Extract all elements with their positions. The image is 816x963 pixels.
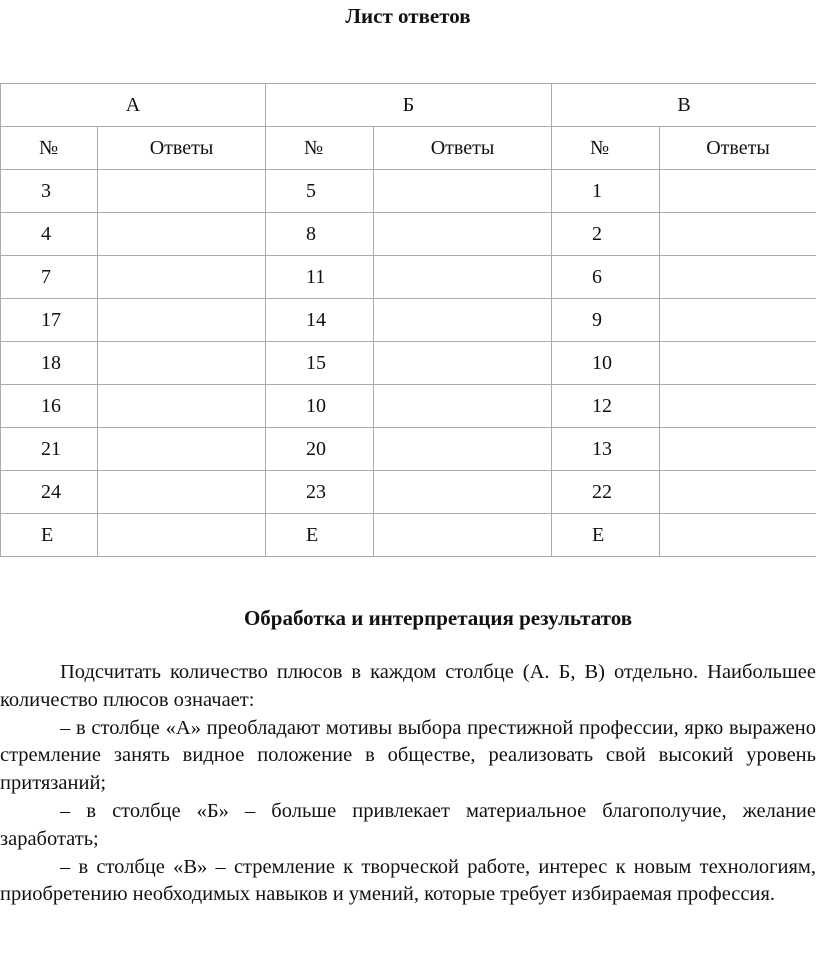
table-row — [1, 385, 816, 428]
question-number: 4 — [1, 213, 98, 256]
question-number: Е — [1, 514, 98, 557]
question-number: 12 — [552, 385, 660, 428]
question-number: 10 — [266, 385, 374, 428]
question-number: 15 — [266, 342, 374, 385]
answers-header: Ответы — [374, 127, 552, 170]
answer-cell[interactable] — [660, 385, 816, 428]
answer-cell[interactable] — [374, 342, 552, 385]
table-row — [1, 299, 816, 342]
answer-cell[interactable] — [98, 471, 266, 514]
answer-cell[interactable] — [98, 428, 266, 471]
answer-cell[interactable] — [660, 428, 816, 471]
answer-cell[interactable] — [660, 514, 816, 557]
table-row — [1, 256, 816, 299]
answer-cell[interactable] — [98, 213, 266, 256]
question-number: 11 — [266, 256, 374, 299]
answer-cell[interactable] — [374, 299, 552, 342]
question-number: 6 — [552, 256, 660, 299]
page-title: Лист ответов — [345, 4, 471, 28]
paragraph: Подсчитать количество плюсов в каждом столбце (А. Б, В) отдельно. Наибольшее количество плюсов означает: — [0, 661, 816, 711]
question-number: 20 — [266, 428, 374, 471]
answer-cell[interactable] — [374, 428, 552, 471]
question-number: 8 — [266, 213, 374, 256]
answer-cell[interactable] — [660, 342, 816, 385]
group-header-b: Б — [266, 84, 552, 127]
group-header-v: В — [552, 84, 816, 127]
question-number: 5 — [266, 170, 374, 213]
answer-cell[interactable] — [660, 170, 816, 213]
question-number: 3 — [1, 170, 98, 213]
answer-cell[interactable] — [98, 299, 266, 342]
question-number: 2 — [552, 213, 660, 256]
question-number: 9 — [552, 299, 660, 342]
paragraph: – в столбце «Б» – больше привлекает материальное благополучие, желание заработать; — [0, 799, 816, 850]
question-number: 7 — [1, 256, 98, 299]
table-row — [1, 514, 816, 557]
question-number: 14 — [266, 299, 374, 342]
answer-cell[interactable] — [660, 471, 816, 514]
answer-cell[interactable] — [374, 471, 552, 514]
answers-header: Ответы — [660, 127, 816, 170]
question-number: 17 — [1, 299, 98, 342]
paragraph: – в столбце «А» преобладают мотивы выбора престижной профессии, ярко выражено стремление занять видное положение в обществе, реализовать свой высокий уровень притязаний; — [0, 716, 816, 795]
question-number: 18 — [1, 342, 98, 385]
interpretation-text — [0, 659, 816, 909]
table-row — [1, 428, 816, 471]
table-row — [1, 170, 816, 213]
number-header: № — [1, 127, 98, 170]
answer-cell[interactable] — [98, 256, 266, 299]
table-row — [1, 213, 816, 256]
answer-table — [0, 83, 816, 557]
table-row — [1, 342, 816, 385]
answer-cell[interactable] — [98, 170, 266, 213]
answer-cell[interactable] — [374, 256, 552, 299]
question-number: 1 — [552, 170, 660, 213]
answer-cell[interactable] — [98, 342, 266, 385]
answer-cell[interactable] — [374, 170, 552, 213]
number-header: № — [552, 127, 660, 170]
number-header: № — [266, 127, 374, 170]
question-number: 23 — [266, 471, 374, 514]
question-number: Е — [266, 514, 374, 557]
answer-cell[interactable] — [660, 213, 816, 256]
answer-cell[interactable] — [660, 256, 816, 299]
question-number: 16 — [1, 385, 98, 428]
answer-cell[interactable] — [98, 514, 266, 557]
section-title: Обработка и интерпретация результатов — [243, 606, 633, 630]
answer-cell[interactable] — [374, 213, 552, 256]
question-number: 13 — [552, 428, 660, 471]
question-number: Е — [552, 514, 660, 557]
column-header-row — [1, 127, 816, 170]
answer-cell[interactable] — [374, 514, 552, 557]
answers-header: Ответы — [98, 127, 266, 170]
paragraph: – в столбце «В» – стремление к творческой работе, интерес к новым технологиям, приобретению необходимых навыков и умений, которые требует избираемая профессия. — [0, 855, 816, 906]
answer-cell[interactable] — [98, 385, 266, 428]
group-header-a: А — [1, 84, 266, 127]
answer-cell[interactable] — [374, 385, 552, 428]
answer-cell[interactable] — [660, 299, 816, 342]
question-number: 21 — [1, 428, 98, 471]
question-number: 10 — [552, 342, 660, 385]
question-number: 22 — [552, 471, 660, 514]
table-row — [1, 471, 816, 514]
question-number: 24 — [1, 471, 98, 514]
group-header-row — [1, 84, 816, 127]
